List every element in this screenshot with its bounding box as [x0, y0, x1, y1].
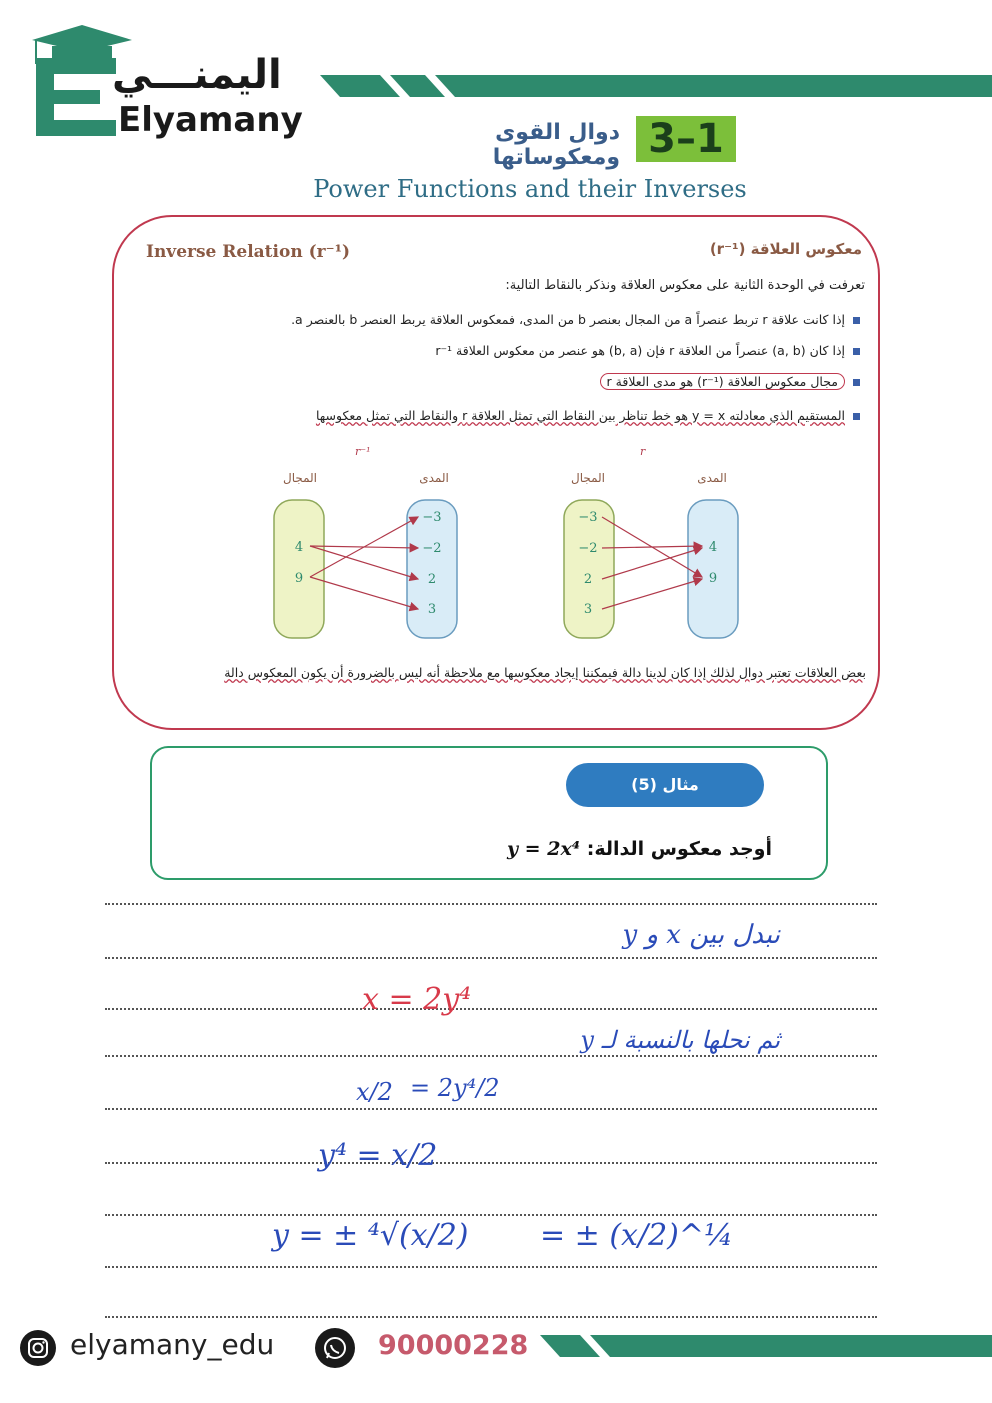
left-range-item: 3 — [427, 602, 437, 617]
left-domain-item: 4 — [294, 540, 304, 555]
logo-e-icon — [36, 58, 116, 136]
left-range-title: المدى — [419, 471, 449, 485]
example-question: أوجد معكوس الدالة: y = 2x⁴ — [507, 838, 772, 860]
instagram-handle: elyamany_edu — [70, 1328, 275, 1361]
whatsapp-icon — [315, 1328, 355, 1368]
answer-line — [105, 1108, 877, 1110]
right-range-oval — [688, 500, 738, 638]
bullet-1: إذا كانت علاقة r تربط عنصراً a من المجال بعنصر b من المدى، فمعكوس العلاقة يربط العنصر b بالعنصر a. — [170, 312, 860, 327]
inverse-title-english: Inverse Relation (r⁻¹) — [146, 242, 351, 262]
handwriting-line-1: نبدل بين x و y — [622, 920, 780, 950]
lesson-number: 3–1 — [636, 116, 736, 162]
header-stripe — [320, 75, 992, 97]
left-diagram-label: r⁻¹ — [355, 445, 371, 458]
right-domain-title: المجال — [570, 471, 606, 485]
right-domain-item: 2 — [583, 572, 593, 587]
answer-line — [105, 1055, 877, 1057]
answer-line — [105, 1008, 877, 1010]
example-equation: y = 2x⁴ — [507, 838, 581, 860]
handwriting-line-6b: = ± (x/2)^¼ — [540, 1218, 734, 1253]
handwriting-line-3: ثم نحلها بالنسبة لـ y — [580, 1026, 780, 1054]
bullet-4: المستقيم الذي معادلته y = x هو خط تناظر بين النقاط التي تمثل العلاقة r والنقاط التي تمثل معكوسها — [170, 408, 860, 423]
right-domain-item: −3 — [578, 510, 598, 525]
inverse-intro: تعرفت في الوحدة الثانية على معكوس العلاقة ونذكر بالنقاط التالية: — [505, 278, 865, 293]
arrow — [310, 546, 418, 579]
bullet-3: مجال معكوس العلاقة (r⁻¹) هو مدى العلاقة r — [170, 374, 860, 389]
arrow — [602, 579, 702, 609]
example-label: مثال (5) — [566, 763, 764, 807]
mapping-diagrams — [260, 440, 780, 645]
bullet-2: إذا كان (a, b) عنصراً من العلاقة r فإن (b, a) هو عنصر من معكوس العلاقة r⁻¹ — [170, 343, 860, 358]
right-domain-item: −2 — [578, 541, 598, 556]
right-domain-item: 3 — [583, 602, 593, 617]
arrow — [602, 546, 702, 548]
arrow — [310, 517, 418, 577]
answer-line — [105, 903, 877, 905]
answer-line — [105, 1316, 877, 1318]
footer-stripe — [540, 1335, 992, 1357]
brand-arabic: اليمنـــي — [112, 52, 282, 98]
lesson-title-english: Power Functions and their Inverses — [313, 175, 747, 203]
bullet-square-icon — [853, 317, 860, 324]
handwriting-line-5: y⁴ = x/2 — [318, 1138, 438, 1173]
inverse-conclusion: بعض العلاقات تعتبر دوال لذلك إذا كان لدينا دالة فيمكننا إيجاد معكوسها مع ملاحظة أنه ليس بالضرورة أن يكون المعكوس دالة — [224, 665, 866, 680]
answer-line — [105, 1162, 877, 1164]
handwriting-line-4a: x/2 — [356, 1078, 393, 1106]
left-range-item: 2 — [427, 572, 437, 587]
left-domain-title: المجال — [282, 471, 318, 485]
whatsapp-number: 90000228 — [378, 1330, 529, 1361]
bullet-square-icon — [853, 348, 860, 355]
arrow — [310, 577, 418, 609]
lesson-title-arabic: دوال القوى ومعكوساتها — [492, 120, 620, 170]
left-domain-oval — [274, 500, 324, 638]
left-range-item: −3 — [422, 510, 442, 525]
inverse-title-arabic: معكوس العلاقة (r⁻¹) — [709, 240, 862, 258]
instagram-icon — [20, 1330, 56, 1366]
right-range-item: 9 — [708, 571, 718, 586]
left-domain-item: 9 — [294, 571, 304, 586]
handwriting-line-2: x = 2y⁴ — [362, 982, 472, 1017]
left-range-item: −2 — [422, 541, 442, 556]
answer-line — [105, 1266, 877, 1268]
answer-line — [105, 1214, 877, 1216]
handwriting-line-4b: = 2y⁴/2 — [410, 1074, 500, 1102]
arrow — [602, 548, 702, 579]
answer-line — [105, 957, 877, 959]
handwriting-line-6a: y = ± ⁴√(x/2) — [272, 1218, 469, 1253]
bullet-square-icon — [853, 413, 860, 420]
right-range-item: 4 — [708, 540, 718, 555]
right-diagram-label: r — [640, 445, 646, 458]
brand-english: Elyamany — [118, 100, 303, 140]
right-range-title: المدى — [697, 471, 727, 485]
bullet-square-icon — [853, 379, 860, 386]
